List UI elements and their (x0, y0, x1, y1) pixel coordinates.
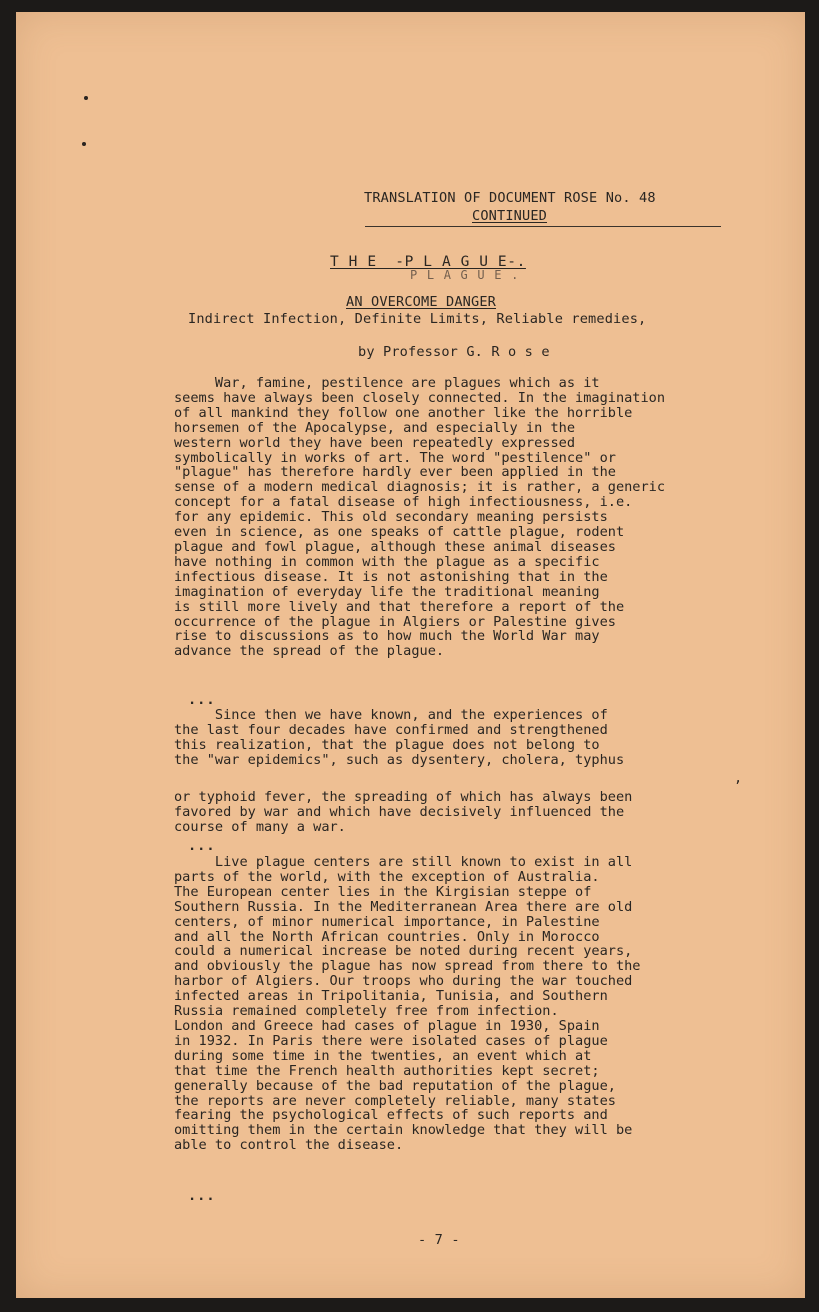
text-line: and obviously the plague has now spread from there to the (174, 958, 641, 975)
byline: by Professor G. R o s e (358, 344, 550, 360)
text-line: this realization, that the plague does not belong to (174, 736, 600, 753)
text-line: of all mankind they follow one another like the horrible (174, 404, 633, 421)
text-line: parts of the world, with the exception of Australia. (174, 868, 600, 885)
text-line: War, famine, pestilence are plagues which as it (174, 375, 600, 391)
subtitle: AN OVERCOME DANGER (346, 294, 497, 310)
text-line: for any epidemic. This old secondary meaning persists (174, 509, 608, 526)
section-separator-3: ... (188, 1188, 216, 1204)
text-line: the "war epidemics", such as dysentery, cholera, typhus (174, 751, 625, 768)
text-line: occurrence of the plague in Algiers or Palestine gives (174, 613, 616, 630)
text-line: The European center lies in the Kirgisian steppe of (174, 883, 592, 900)
header-rule (365, 226, 721, 227)
text-line: harbor of Algiers. Our troops who during the war touched (174, 973, 633, 990)
text-line: sense of a modern medical diagnosis; it is rather, a generic (174, 479, 666, 496)
text-line: concept for a fatal disease of high infectiousness, i.e. (174, 494, 633, 511)
title-overstrike: P L A G U E . (410, 268, 520, 282)
text-line: able to control the disease. (174, 1137, 404, 1154)
header-continued: CONTINUED (472, 208, 548, 224)
text-line: horsemen of the Apocalypse, and especially in the (174, 419, 576, 436)
text-line: omitting them in the certain knowledge that they will be (174, 1122, 633, 1139)
section-separator-1: ... (188, 692, 216, 708)
text-line: is still more lively and that therefore a report of the (174, 598, 625, 615)
paragraph-2 (174, 708, 764, 768)
document-title: T H E -P L A G U E-. (330, 254, 526, 270)
text-line: the reports are never completely reliable, many states (174, 1092, 616, 1109)
text-line: symbolically in works of art. The word "pestilence" or (174, 449, 616, 466)
text-line: Live plague centers are still known to exist in all (174, 854, 633, 870)
paragraph-3 (174, 790, 764, 835)
punch-hole-top (84, 96, 88, 100)
text-line: Since then we have known, and the experiences of (174, 707, 608, 723)
text-line: Southern Russia. In the Mediterranean Area there are old (174, 898, 633, 915)
text-line: in 1932. In Paris there were isolated cases of plague (174, 1032, 608, 1049)
text-line: could a numerical increase be noted during recent years, (174, 943, 633, 960)
punch-hole-bottom (82, 142, 86, 146)
text-line: seems have always been closely connected. In the imagination (174, 389, 666, 406)
text-line: even in science, as one speaks of cattle plague, rodent (174, 524, 625, 541)
paragraph-1 (174, 376, 764, 659)
page-number: - 7 - (418, 1232, 460, 1248)
section-separator-2: ... (188, 838, 216, 854)
text-line: during some time in the twenties, an event which at (174, 1047, 592, 1064)
text-line: infected areas in Tripolitania, Tunisia, and Southern (174, 988, 608, 1005)
text-line: or typhoid fever, the spreading of which has always been (174, 789, 633, 805)
text-line: centers, of minor numerical importance, in Palestine (174, 913, 600, 930)
text-line: Russia remained completely free from infection. (174, 1003, 559, 1020)
text-line: and all the North African countries. Only in Morocco (174, 928, 600, 945)
stray-comma: , (734, 770, 743, 786)
text-line: the last four decades have confirmed and strengthened (174, 721, 608, 738)
text-line: rise to discussions as to how much the World War may (174, 628, 600, 645)
paragraph-4 (174, 855, 764, 1153)
text-line: plague and fowl plague, although these animal diseases (174, 538, 616, 555)
header-translation-line: TRANSLATION OF DOCUMENT ROSE No. 48 (364, 190, 656, 206)
text-line: have nothing in common with the plague as a specific (174, 553, 600, 570)
tagline: Indirect Infection, Definite Limits, Reliable remedies, (188, 311, 647, 327)
text-line: "plague" has therefore hardly ever been applied in the (174, 464, 616, 481)
text-line: infectious disease. It is not astonishing that in the (174, 568, 608, 585)
text-line: fearing the psychological effects of such reports and (174, 1107, 608, 1124)
text-line: London and Greece had cases of plague in 1930, Spain (174, 1017, 600, 1034)
text-line: advance the spread of the plague. (174, 643, 445, 660)
text-line: generally because of the bad reputation of the plague, (174, 1077, 616, 1094)
text-line: imagination of everyday life the traditional meaning (174, 583, 600, 600)
text-line: favored by war and which have decisively influenced the (174, 803, 625, 820)
text-line: western world they have been repeatedly expressed (174, 434, 576, 451)
text-line: that time the French health authorities kept secret; (174, 1062, 600, 1079)
text-line: course of many a war. (174, 818, 346, 835)
